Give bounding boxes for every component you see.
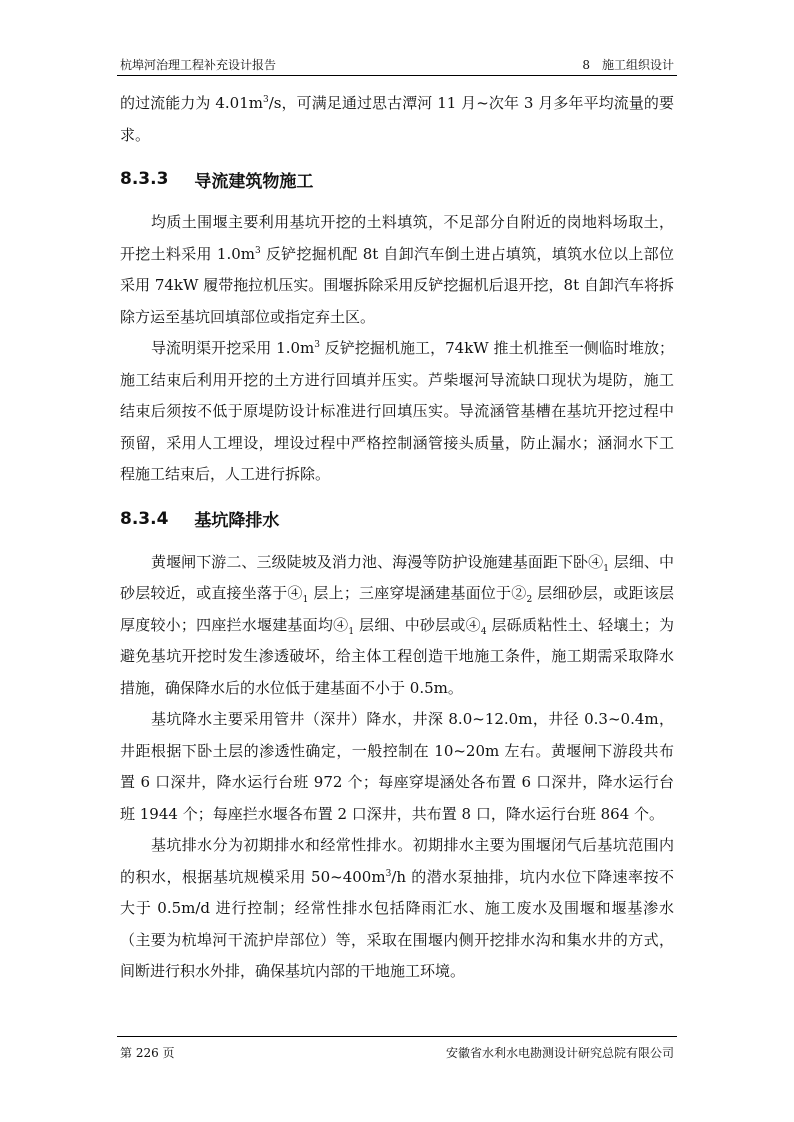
chapter-title: 8 施工组织设计 xyxy=(582,58,674,72)
section-heading-833 xyxy=(120,161,674,197)
report-title: 杭埠河治理工程补充设计报告 xyxy=(120,58,277,72)
paragraph: 导流明渠开挖采用 $1.0m^3$ 反铲挖掘机施工，74kW 推土机推至一侧临时堆放；施工结束后利用开挖的土方进行回填并压实。芦柴堰河导流缺口现状为堤防，施工结束后须按不低于原堤防设计标准进行回填压实。导流涵管基槽在基坑开挖过程中预留，采用人工埋设，埋设过程中严格控制涵管接头质量，防止漏水；涵洞水下工程施工结束后，人工进行拆除。 xyxy=(120,339,674,483)
organization-name: 安徽省水利水电勘测设计研究总院有限公司 xyxy=(445,1046,674,1060)
paragraph: 黄堰闸下游二、三级陡坡及消力池、海漫等防护设施建基面距下卧$④_1$ 层细、中砂层较近，或直接坐落于$④_1$ 层上；三座穿堤涵建基面位于$②_2$ 层细砂层，或距该层厚度较小；四座拦水堰建基面均$④_1$ 层细、中砂层或$④_4$ 层砾质粘性土、轻壤土；为避免基坑开挖时发生渗透破坏，给主体工程创造干地施工条件，施工期需采取降水措施，确保降水后的水位低于建基面不小于 0.5m。 xyxy=(120,552,674,697)
section-number: 8.3.3 xyxy=(120,169,169,189)
footer-rule xyxy=(117,1036,677,1037)
page-number: 第 226 页 xyxy=(120,1046,175,1060)
section-heading-834 xyxy=(120,501,674,537)
section-number: 8.3.4 xyxy=(120,508,169,529)
header-rule xyxy=(117,75,677,76)
section-title: 基坑降排水 xyxy=(194,511,280,531)
page-header xyxy=(120,53,674,73)
paragraph: 基坑降水主要采用管井（深井）降水，井深 8.0~12.0m，井径 0.3~0.4m，井距根据下卧土层的渗透性确定，一般控制在 10~20m 左右。黄堰闸下游段共布置 6 口深井，降水运行台班 972 个；每座穿堤涵处各布置 6 口深井，降水运行台班 1944 个；每座拦水堰各布置 2 口深井，共布置 8 口，降水运行台班 864 个。 xyxy=(120,710,674,823)
intro-paragraph: 的过流能力为 $4.01m^3/s$，可满足通过思古潭河 11 月~次年 3 月多年平均流量的要求。 xyxy=(120,94,674,144)
section-title: 导流建筑物施工 xyxy=(194,171,314,192)
page-body xyxy=(120,88,674,988)
page-footer xyxy=(120,1044,674,1061)
paragraph: 基坑排水分为初期排水和经常性排水。初期排水主要为围堰闭气后基坑范围内的积水，根据基坑规模采用 $50\sim 400m^3/h$ 的潜水泵抽排，坑内水位下降速率按不大于 0.5m/d 进行控制；经常性排水包括降雨汇水、施工废水及围堰和堰基渗水（主要为杭埠河干流护岸部位）等，采取在围堰内侧开挖排水沟和集水井的方式，间断进行积水外排，确保基坑内部的干地施工环境。 xyxy=(120,836,674,980)
paragraph: 均质土围堰主要利用基坑开挖的土料填筑，不足部分自附近的岗地料场取土，开挖土料采用 $1.0m^3$ 反铲挖掘机配 8t 自卸汽车倒土进占填筑，填筑水位以上部位采用 74kW 履带拖拉机压实。围堰拆除采用反铲挖掘机后退开挖，8t 自卸汽车将拆除方运至基坑回填部位或指定弃土区。 xyxy=(120,213,674,326)
